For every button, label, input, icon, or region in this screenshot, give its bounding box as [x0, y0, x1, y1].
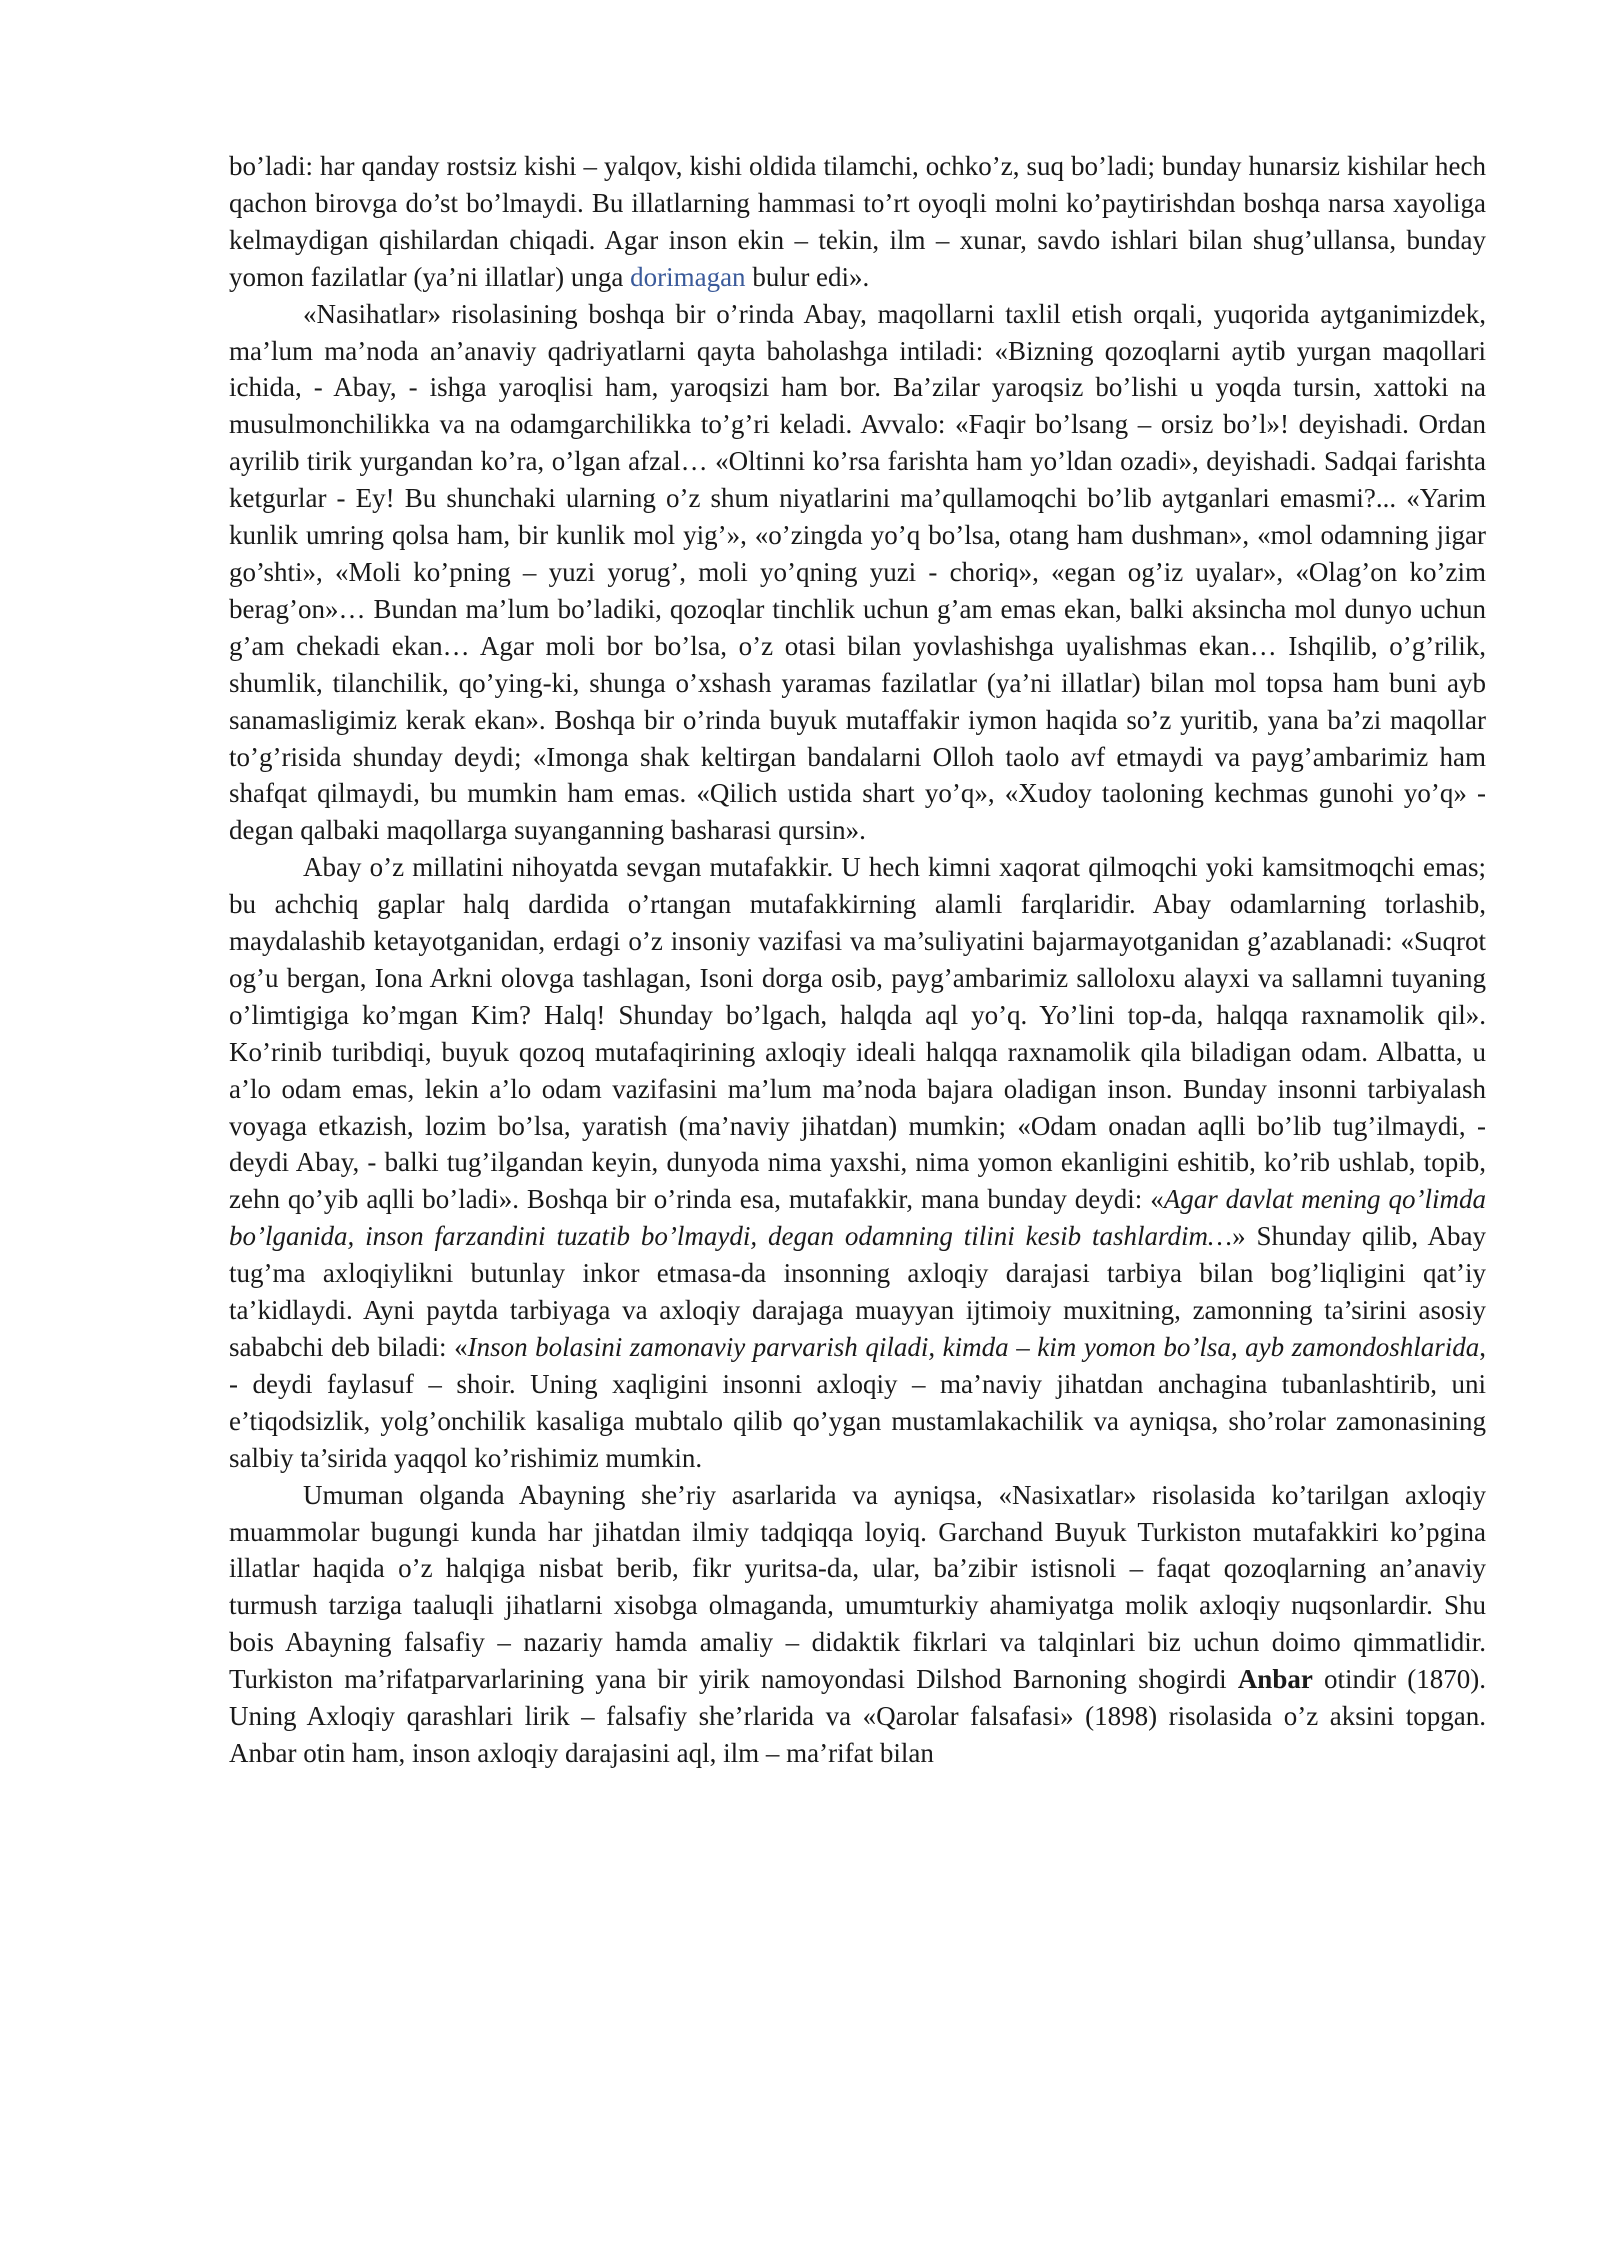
bold-name-anbar: Anbar [1237, 1664, 1313, 1695]
paragraph-3-text-end: , - deydi faylasuf – shoir. Uning xaqligini insonni axloqiy – ma’naviy jihatdan anchagina tubanlashtirib, uni e’tiqodsizlik, yolg’onchilik kasaliga mubtalo qilib qo’ygan mustamlakachilik va ayniqsa, sho’rolar zamonasining salbiy ta’sirida yaqqol ko’rishimiz mumkin. [229, 1332, 1486, 1473]
paragraph-4-text-end: otindir (1870). Uning Axloqiy qarashlari lirik – falsafiy she’rlarida va «Qarolar falsafasi» (1898) risolasida o’z aksini topgan. Anbar otin ham, inson axloqiy darajasini aql, ilm – ma’rifat bilan [229, 1664, 1486, 1768]
paragraph-4-text: Umuman olganda Abayning she’riy asarlarida va ayniqsa, «Nasixatlar» risolasida ko’tarilgan axloqiy muammolar bugungi kunda har jihatdan ilmiy tadqiqqa loyiq. Garchand Buyuk Turkiston mutafakkiri ko’pgina illatlar haqida o’z halqiga nisbat berib, fikr yuritsa-da, ular, ba’zibir istisnoli – faqat qozoqlarning an’anaviy turmush tarziga taaluqli jihatlarni xisobga olmaganda, umumturkiy ahamiyatga molik axloqiy nuqsonlardir. Shu bois Abayning falsafiy – nazariy hamda amaliy – didaktik fikrlari va talqinlari biz uchun doimo qimmatlidir. Turkiston ma’rifatparvarlarining yana bir yirik namoyondasi Dilshod Barnoning shogirdi [229, 1479, 1486, 1695]
document-page [229, 148, 1486, 1772]
paragraph-1-text: bo’ladi: har qanday rostsiz kishi – yalqov, kishi oldida tilamchi, ochko’z, suq bo’ladi; bunday hunarsiz kishilar hech qachon birovga do’st bo’lmaydi. Bu illatlarning hammasi to’rt oyoqli molni ko’paytirishdan boshqa narsa xayoliga kelmaydigan qishilardan chiqadi. Agar inson ekin – tekin, ilm – xunar, savdo ishlari bilan shug’ullansa, bunday yomon fazilatlar (ya’ni illatlar) unga [229, 151, 1486, 292]
paragraph-3-text: Abay o’z millatini nihoyatda sevgan mutafakkir. U hech kimni xaqorat qilmoqchi yoki kamsitmoqchi emas; bu achchiq gaplar halq dardida o’rtangan mutafakkirning alamli farqlaridir. Abay odamlarning torlashib, maydalashib ketayotganidan, erdagi o’z insoniy vazifasi va ma’suliyatini bajarmayotganidan g’azablanadi: «Suqrot og’u bergan, Iona Arkni olovga tashlagan, Isoni dorga osib, payg’ambarimiz salloloxu alayxi va sallamni tuyaning o’limtigiga ko’mgan Kim? Halq! Shunday bo’lgach, halqda aql yo’q. Yo’lini top-da, halqqa raxnamolik qil». Ko’rinib turibdiqi, buyuk qozoq mutafaqirining axloqiy ideali halqqa raxnamolik qila biladigan odam. Albatta, u a’lo odam emas, lekin a’lo odam vazifasini ma’lum ma’noda bajara oladigan inson. Bunday insonni tarbiyalash voyaga etkazish, lozim bo’lsa, yaratish (ma’naviy jihatdan) mumkin; «Odam onadan aqlli bo’lib tug’ilmaydi, - deydi Abay, - balki tug’ilgandan keyin, dunyoda nima yaxshi, nima yomon ekanligini eshitib, ko’rib ushlab, topib, zehn qo’yib aqlli bo’ladi». Boshqa bir o’rinda esa, mutafakkir, mana bunday deydi: « [229, 852, 1486, 1215]
paragraph-3-text-mid: » Shunday qilib, Abay tug’ma axloqiylikni butunlay inkor etmasa-da insonning axloqiy darajasi tarbiya bilan bog’liqligini qat’iy ta’kidlaydi. Ayni paytda tarbiyaga va axloqiy darajaga muayyan ijtimoiy muxitning, zamonning ta’sirini asosiy sababchi deb biladi: « [229, 1221, 1486, 1362]
paragraph-1-text-end: bulur edi». [745, 261, 870, 292]
italic-quote-1: Agar davlat mening qo’limda bo’lganida, inson farzandini tuzatib bo’lmaydi, degan odamning tilini kesib tashlardim… [229, 1184, 1486, 1252]
hyperlink-dorimagan[interactable]: dorimagan [630, 261, 746, 292]
paragraph-1 [229, 148, 1486, 296]
paragraph-4 [229, 1477, 1486, 1772]
italic-quote-2: Inson bolasini zamonaviy parvarish qiladi, kimda – kim yomon bo’lsa, ayb zamondoshlarida [467, 1332, 1480, 1362]
paragraph-2: «Nasihatlar» risolasining boshqa bir o’rinda Abay, maqollarni taxlil etish orqali, yuqorida aytganimizdek, ma’lum ma’noda an’anaviy qadriyatlarni qayta baholashga intiladi: «Bizning qozoqlarni aytib yurgan maqollari ichida, - Abay, - ishga yaroqlisi ham, yaroqsizi ham bor. Ba’zilar yaroqsiz bo’lishi u yoqda tursin, xattoki na musulmonchilikka va na odamgarchilikka to’g’ri keladi. Avvalo: «Faqir bo’lsang – orsiz bo’l»! deyishadi. Ordan ayrilib tirik yurgandan ko’ra, o’lgan afzal… «Oltinni ko’rsa farishta ham yo’ldan ozadi», deyishadi. Sadqai farishta ketgurlar - Ey! Bu shunchaki ularning o’z shum niyatlarini ma’qullamoqchi bo’lib aytganlari emasmi?... «Yarim kunlik umring qolsa ham, bir kunlik mol yig’», «o’zingda yo’q bo’lsa, otang ham dushman», «mol odamning jigar go’shti», «Moli ko’pning – yuzi yorug’, moli yo’qning yuzi - choriq», «egan og’iz uyalar», «Olag’on ko’zim berag’on»… Bundan ma’lum bo’ladiki, qozoqlar tinchlik uchun g’am emas ekan, balki aksincha mol dunyo uchun g’am chekadi ekan… Agar moli bor bo’lsa, o’z otasi bilan yovlashishga uyalishmas ekan… Ishqilib, o’g’rilik, shumlik, tilanchilik, qo’ying-ki, shunga o’xshash yaramas fazilatlar (ya’ni illatlar) bilan mol topsa ham buni ayb sanamasligimiz kerak ekan». Boshqa bir o’rinda buyuk mutaffakir iymon haqida so’z yuritib, yana ba’zi maqollar to’g’risida shunday deydi; «Imonga shak keltirgan bandalarni Olloh taolo avf etmaydi va payg’ambarimiz ham shafqat qilmaydi, bu mumkin ham emas. «Qilich ustida shart yo’q», «Xudoy taoloning kechmas gunohi yo’q» - degan qalbaki maqollarga suyanganning basharasi qursin». [229, 298, 1486, 846]
paragraph-3 [229, 849, 1486, 1476]
